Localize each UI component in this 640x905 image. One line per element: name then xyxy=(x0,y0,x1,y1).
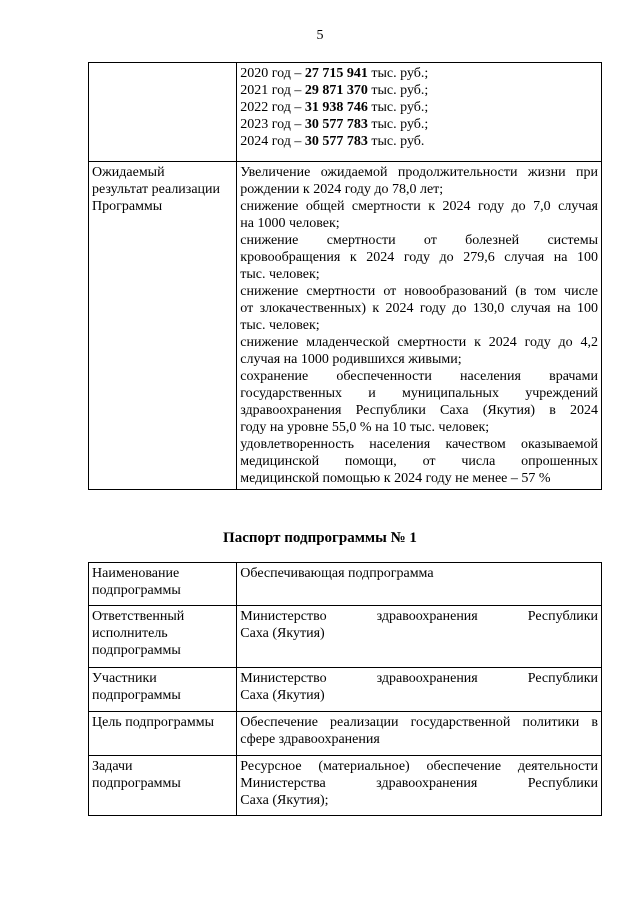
funding-amount: 31 938 746 xyxy=(304,100,368,115)
subprogram-row xyxy=(89,668,602,712)
row-label: Цель подпрограммы xyxy=(89,712,237,756)
expected-result-text: Увеличение ожидаемой продолжительности жизни при рождении к 2024 году до 78,0 лет; снижение общей смертности к 2024 году до 7,0 случая на 1000 человек; снижение смертности от болезней системы кровообращения к 2024 году до 279,6 случая на 100 тыс. человек; снижение смертности от новообразований (в том числе от злокачественных) к 2024 году до 130,0 случая на 100 тыс. человек; снижение младенческой смертности к 2024 году до 4,2 случая на 1000 родившихся живыми; сохранение обеспеченности населения врачами государственных и муниципальных учреждений здравоохранения Республики Саха (Якутия) в 2024 году на уровне 55,0 % на 10 тыс. человек; удовлетворенность населения качеством оказываемой медицинской помощи, от числа опрошенных медицинской помощью к 2024 году не менее – 57 % xyxy=(237,162,602,490)
funding-amount: 29 871 370 xyxy=(304,83,368,98)
funding-row xyxy=(89,63,602,162)
program-passport-table xyxy=(88,62,602,490)
row-value: Министерство здравоохранения Республики Саха (Якутия) xyxy=(237,606,602,668)
subprogram-title: Паспорт подпрограммы № 1 xyxy=(223,530,417,546)
funding-line: 2024 год – 30 577 783 тыс. руб. xyxy=(240,134,425,149)
funding-amount: 30 577 783 xyxy=(304,134,368,149)
subprogram-row xyxy=(89,712,602,756)
funding-amount: 27 715 941 xyxy=(304,66,368,81)
funding-values-cell xyxy=(237,63,602,162)
subprogram-passport-table xyxy=(88,562,602,816)
row-label: Наименование подпрограммы xyxy=(89,563,237,606)
funding-line: 2021 год – 29 871 370 тыс. руб.; xyxy=(240,83,429,98)
row-value: Обеспечивающая подпрограмма xyxy=(237,563,602,606)
funding-amount: 30 577 783 xyxy=(304,117,368,132)
subprogram-row xyxy=(89,606,602,668)
page-number: 5 xyxy=(316,28,324,43)
funding-line: 2020 год – 27 715 941 тыс. руб.; xyxy=(240,66,429,81)
expected-result-label: Ожидаемый результат реализации Программы xyxy=(89,162,237,490)
row-label: Задачи подпрограммы xyxy=(89,756,237,816)
subprogram-row xyxy=(89,756,602,816)
funding-line: 2023 год – 30 577 783 тыс. руб.; xyxy=(240,117,429,132)
row-label: Участники подпрограммы xyxy=(89,668,237,712)
expected-result-row xyxy=(89,162,602,490)
funding-line: 2022 год – 31 938 746 тыс. руб.; xyxy=(240,100,429,115)
subprogram-row xyxy=(89,563,602,606)
row-value: Ресурсное (материальное) обеспечение деятельности Министерства здравоохранения Республики Саха (Якутия); xyxy=(237,756,602,816)
row-label: Ответственный исполнитель подпрограммы xyxy=(89,606,237,668)
funding-label-cell xyxy=(89,63,237,162)
row-value: Обеспечение реализации государственной политики в сфере здравоохранения xyxy=(237,712,602,756)
row-value: Министерство здравоохранения Республики Саха (Якутия) xyxy=(237,668,602,712)
